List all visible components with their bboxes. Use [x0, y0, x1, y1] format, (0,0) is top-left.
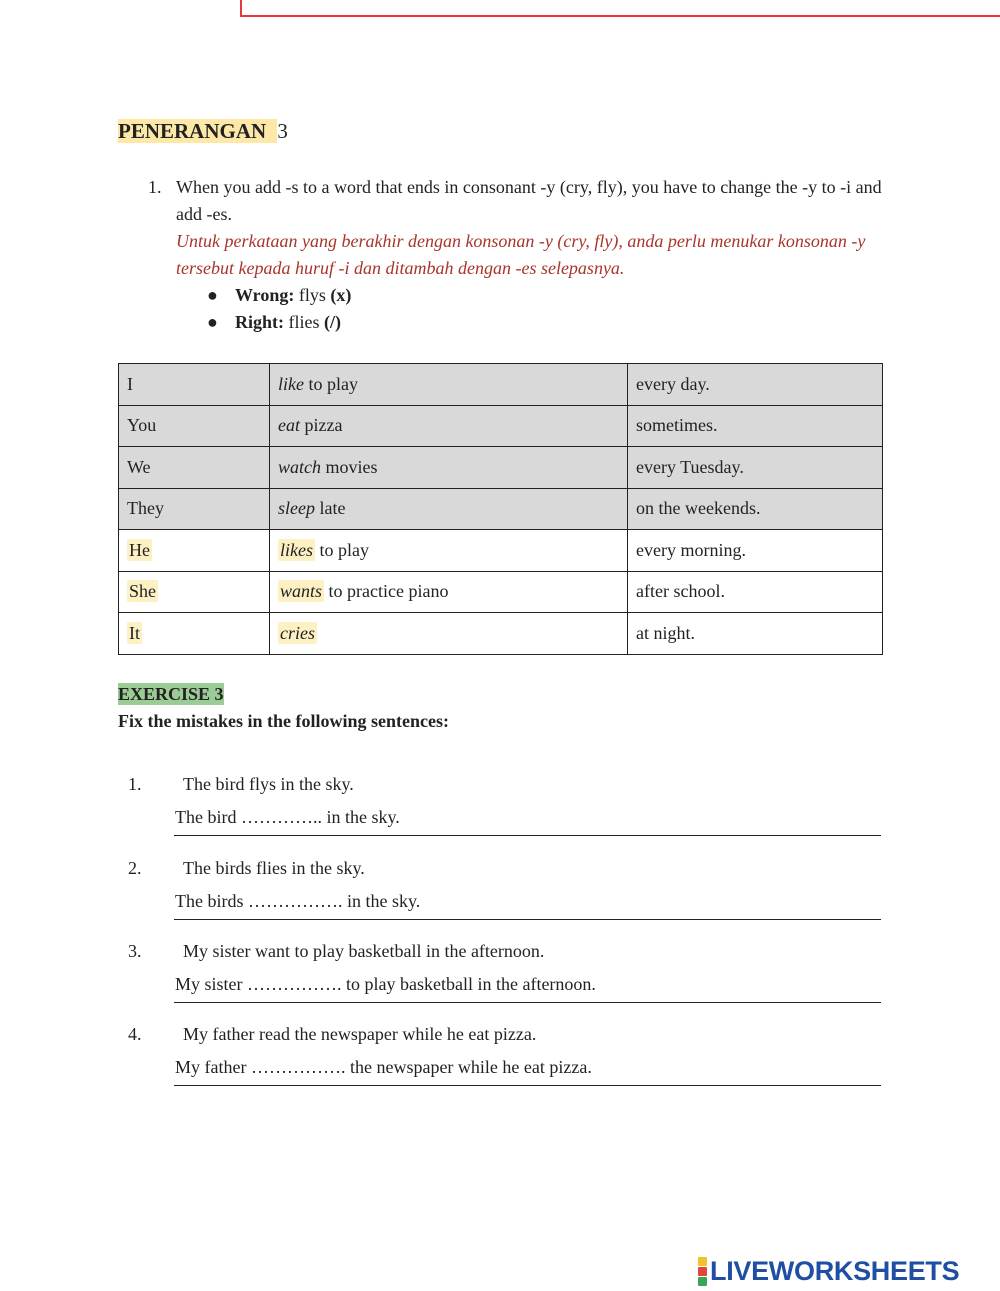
- table-row: [119, 613, 883, 655]
- top-frame-border: [240, 0, 1000, 17]
- verb-cell: [270, 364, 628, 406]
- heading-highlighted-text: PENERANGAN: [118, 119, 277, 143]
- verb-rest: movies: [321, 456, 378, 477]
- example-list: [176, 282, 888, 336]
- question-number: 1.: [128, 774, 142, 794]
- verb-rest: late: [314, 498, 346, 519]
- subject-cell: I: [119, 364, 270, 406]
- bullet-icon: ●: [207, 312, 218, 332]
- answer-line: [174, 1002, 881, 1003]
- subject-cell: He: [119, 530, 270, 572]
- rule-english-text: When you add -s to a word that ends in consonant -y (cry, fly), you have to change the -y to -i and add -es.: [176, 177, 882, 224]
- verb-rest: to play: [303, 373, 358, 394]
- verb-rest: pizza: [300, 415, 343, 436]
- verb-word: cries: [280, 622, 315, 643]
- question-sentence: The birds flies in the sky.: [183, 858, 365, 878]
- heading-number: 3: [277, 119, 288, 143]
- verb-cell: [270, 488, 628, 530]
- answer-blank-sentence[interactable]: My father ……………. the newspaper while he eat pizza.: [175, 1057, 592, 1077]
- verb-cell: [270, 613, 628, 655]
- verb-word: like: [278, 373, 304, 394]
- question-number: 4.: [128, 1024, 142, 1044]
- answer-blank-sentence[interactable]: The bird ………….. in the sky.: [175, 807, 400, 827]
- time-cell: at night.: [628, 613, 883, 655]
- example-label: Right:: [235, 312, 284, 332]
- verb-cell: [270, 447, 628, 489]
- time-cell: on the weekends.: [628, 488, 883, 530]
- question-sentence: My father read the newspaper while he eat pizza.: [183, 1024, 537, 1044]
- answer-line: [174, 919, 881, 920]
- table-row: [119, 530, 883, 572]
- answer-blank-sentence[interactable]: The birds ……………. in the sky.: [175, 891, 421, 911]
- table-row: [119, 447, 883, 489]
- example-label: Wrong:: [235, 285, 295, 305]
- time-cell: every morning.: [628, 530, 883, 572]
- table-row: [119, 488, 883, 530]
- subject-cell: She: [119, 571, 270, 613]
- exercise-instruction: Fix the mistakes in the following sentences:: [118, 711, 449, 731]
- subject-cell: It: [119, 613, 270, 655]
- rule-number: 1.: [148, 177, 162, 197]
- verb-rest: to play: [315, 539, 369, 560]
- rule-malay-text: Untuk perkataan yang berakhir dengan konsonan -y (cry, fly), anda perlu menukar konsonan -y tersebut kepada huruf -i dan ditambah dengan -es selepasnya.: [176, 231, 866, 278]
- example-word: flys: [298, 285, 326, 305]
- subject-cell: You: [119, 405, 270, 447]
- example-right: [176, 309, 888, 336]
- bullet-icon: ●: [207, 285, 218, 305]
- question-number: 2.: [128, 858, 142, 878]
- verb-word: watch: [278, 456, 321, 477]
- time-cell: every day.: [628, 364, 883, 406]
- verb-word: eat: [278, 415, 300, 436]
- logo-square: [698, 1257, 707, 1266]
- grammar-table: [118, 363, 883, 655]
- subject-cell: They: [119, 488, 270, 530]
- question-number: 3.: [128, 941, 142, 961]
- time-cell: sometimes.: [628, 405, 883, 447]
- example-word: flies: [288, 312, 320, 332]
- answer-blank-sentence[interactable]: My sister ……………. to play basketball in the afternoon.: [175, 974, 596, 994]
- example-mark: (x): [330, 285, 352, 305]
- section-heading: [118, 118, 288, 144]
- liveworksheets-logo[interactable]: [698, 1256, 959, 1286]
- verb-cell: [270, 530, 628, 572]
- liveworksheets-icon: [698, 1257, 707, 1286]
- subject-cell: We: [119, 447, 270, 489]
- answer-line: [174, 835, 881, 836]
- verb-word: wants: [280, 581, 323, 602]
- grammar-rule: [148, 174, 888, 336]
- time-cell: every Tuesday.: [628, 447, 883, 489]
- table-row: [119, 405, 883, 447]
- logo-square: [698, 1277, 707, 1286]
- verb-cell: [270, 571, 628, 613]
- verb-rest: to practice piano: [324, 581, 449, 602]
- example-mark: (/): [324, 312, 341, 332]
- time-cell: after school.: [628, 571, 883, 613]
- question-sentence: The bird flys in the sky.: [183, 774, 354, 794]
- table-row: [119, 571, 883, 613]
- verb-word: sleep: [278, 498, 315, 519]
- table-row: [119, 364, 883, 406]
- question-sentence: My sister want to play basketball in the afternoon.: [183, 941, 545, 961]
- example-wrong: [176, 282, 888, 309]
- verb-word: likes: [280, 539, 313, 560]
- answer-line: [174, 1085, 881, 1086]
- exercise-title: EXERCISE 3: [118, 684, 224, 704]
- verb-cell: [270, 405, 628, 447]
- logo-square: [698, 1267, 707, 1276]
- logo-text: LIVEWORKSHEETS: [710, 1255, 960, 1286]
